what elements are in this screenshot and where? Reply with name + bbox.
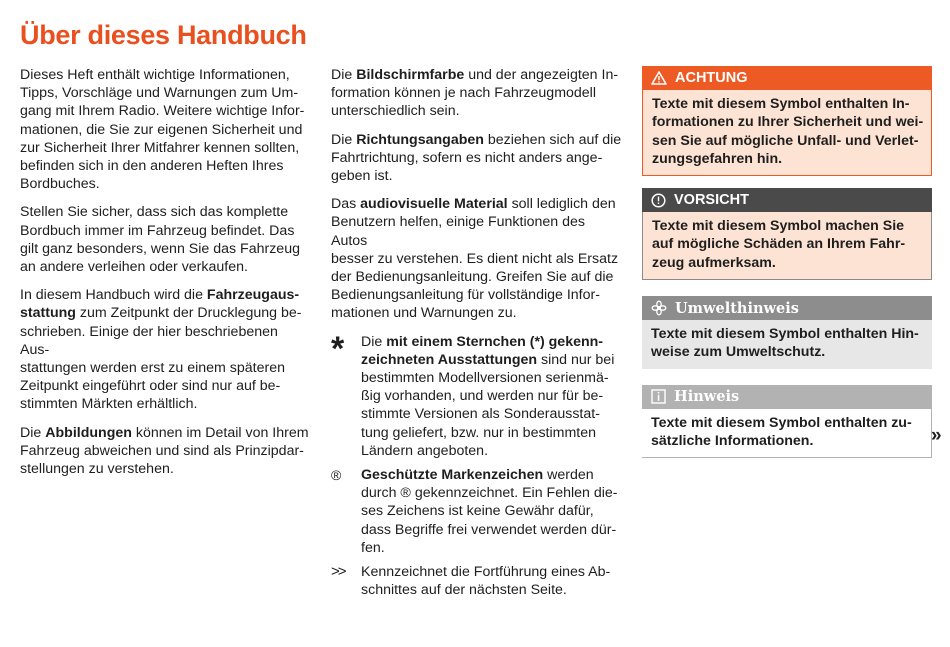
column-notes bbox=[331, 66, 623, 605]
note-box-title: Hinweis bbox=[674, 388, 740, 406]
column-safety-boxes bbox=[642, 66, 932, 470]
text-run: soll lediglich den Benutzern helfen, einige Funktionen des Autos besser zu verstehen. Es dient nicht als Ersatz der Bedienungsanleitung. Greifen Sie auf die Bedienungsanleitung für vollständige Infor- mationen und Warnungen zu. bbox=[331, 196, 619, 322]
environment-box-title: Umwelthinweis bbox=[675, 299, 799, 317]
continue-arrows-icon: >> bbox=[331, 563, 345, 581]
bold-term: Geschützte Markenzeichen bbox=[361, 467, 544, 484]
paragraph bbox=[20, 66, 310, 193]
note-box bbox=[642, 385, 932, 459]
text-run: Die bbox=[361, 333, 387, 350]
bold-term: Richtungsangaben bbox=[356, 131, 484, 148]
text-run: Dieses Heft enthält wichtige Informationen, Tipps, Vorschläge und Warnungen zum Um- gang mit Ihrem Radio. Weitere wichtige Infor- mationen, die Sie zur eigenen Sicherheit und zur Sicherheit Ihrer Mitfahrer kennen sollten, befinden sich in den anderen Heften Ihres Bordbuches. bbox=[20, 67, 305, 193]
asterisk-icon: * bbox=[331, 329, 345, 368]
symbol-legend-item bbox=[331, 329, 623, 460]
note-box-header bbox=[642, 385, 932, 409]
text-run: werden durch ® gekennzeichnet. Ein Fehlen die- ses Zeichens ist keine Gewähr dafür, dass Begriffe frei verwendet werden dür- fen. bbox=[361, 467, 618, 556]
leaf-flower-icon bbox=[651, 300, 667, 316]
symbol-legend-text bbox=[361, 563, 623, 599]
text-run: zum Zeitpunkt der Drucklegung be- schrieben. Einige der hier beschriebenen Aus- stattungen werden erst zu einem späteren Zeitpunkt eingeführt oder sind nur auf be- stimmten Märkten erhältlich. bbox=[20, 305, 302, 413]
note-box-text: Texte mit diesem Symbol enthalten zu- sätzliche Informationen. bbox=[642, 409, 932, 459]
bold-term: Bildschirmfarbe bbox=[356, 67, 465, 83]
symbol-legend-text bbox=[361, 333, 623, 460]
caution-box-text: Texte mit diesem Symbol machen Sie auf mögliche Schäden an Ihrem Fahr- zeug aufmerksam. bbox=[642, 212, 932, 280]
symbol-legend-text bbox=[361, 466, 623, 557]
text-run: Die bbox=[20, 424, 46, 441]
column-intro bbox=[20, 66, 310, 488]
symbol-legend-item bbox=[331, 563, 623, 599]
warning-triangle-icon bbox=[651, 71, 667, 85]
paragraph bbox=[331, 131, 623, 186]
text-run: sind nur bei bestimmten Modellversionen serienmä- ßig vorhanden, und werden nur für be- stimmte Versionen als Sonderausstat- tung geliefert, bzw. nur in bestimmten Ländern angeboten. bbox=[361, 351, 615, 459]
environment-box-text: Texte mit diesem Symbol enthalten Hin- weise zum Umweltschutz. bbox=[642, 320, 932, 369]
continue-arrow-icon: » bbox=[931, 425, 942, 446]
paragraph bbox=[20, 424, 310, 479]
environment-box bbox=[642, 296, 932, 369]
warning-box-header bbox=[642, 66, 932, 90]
info-icon bbox=[651, 389, 666, 404]
text-run: In diesem Handbuch wird die bbox=[20, 287, 207, 304]
text-run: Die bbox=[331, 131, 357, 148]
text-run: Die bbox=[331, 67, 357, 83]
caution-box-header bbox=[642, 188, 932, 212]
text-run: Kennzeichnet die Fortführung eines Ab- schnittes auf der nächsten Seite. bbox=[361, 564, 611, 599]
text-run: Das bbox=[331, 196, 361, 213]
text-run: und der angezeigten In- formation können je nach Fahrzeugmodell unterschiedlich sein. bbox=[331, 67, 619, 120]
paragraph bbox=[331, 66, 623, 121]
warning-box bbox=[642, 66, 932, 176]
text-run: können im Detail von Ihrem Fahrzeug abweichen und sind als Prinzipdar- stellungen zu verstehen. bbox=[20, 424, 309, 478]
warning-box-title: ACHTUNG bbox=[675, 70, 748, 86]
paragraph bbox=[20, 203, 310, 276]
caution-box bbox=[642, 188, 932, 280]
symbol-legend-item bbox=[331, 466, 623, 557]
registered-trademark-icon: ® bbox=[331, 467, 342, 484]
bold-term: Fahrzeugaus- stattung bbox=[20, 287, 300, 322]
text-run: Stellen Sie sicher, dass sich das komplette Bordbuch immer im Fahrzeug befindet. Das gilt ganz besonders, wenn Sie das Fahrzeug an andere verleihen oder verkaufen. bbox=[20, 204, 300, 276]
exclamation-circle-icon bbox=[651, 193, 666, 208]
bold-term: audiovisuelle Material bbox=[360, 196, 508, 213]
caution-box-title: VORSICHT bbox=[674, 192, 749, 209]
paragraph bbox=[20, 286, 310, 413]
text-run: beziehen sich auf die Fahrtrichtung, sofern es nicht anders ange- geben ist. bbox=[331, 131, 622, 185]
environment-box-header bbox=[642, 296, 932, 320]
bold-term: Abbildungen bbox=[45, 424, 132, 441]
symbol-legend bbox=[331, 329, 623, 600]
bold-term: mit einem Sternchen (*) gekenn- zeichneten Ausstattungen bbox=[361, 333, 604, 368]
page-title: Über dieses Handbuch bbox=[20, 20, 307, 50]
warning-box-text: Texte mit diesem Symbol enthalten In- formationen zu Ihrer Sicherheit und wei- sen Sie auf mögliche Unfall- und Verlet- zungsgefahren hin. bbox=[642, 90, 932, 176]
paragraph bbox=[331, 195, 623, 322]
